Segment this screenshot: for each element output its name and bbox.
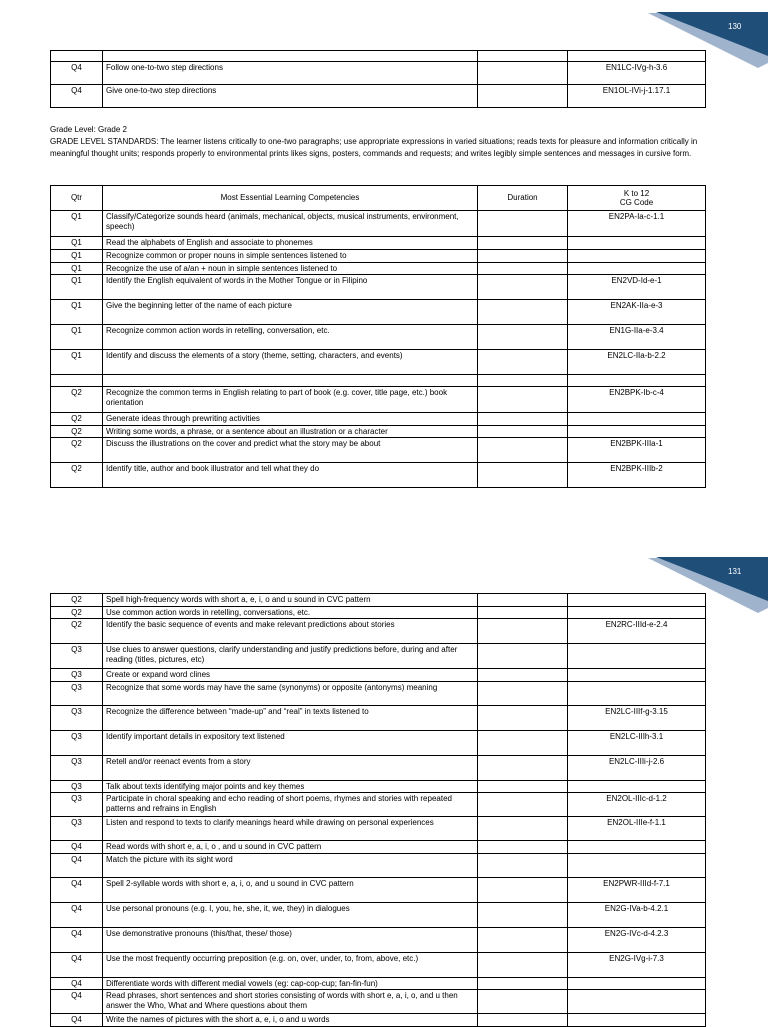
code-cell: EN2VD-Id-e-1 [568,275,706,300]
competency-cell: Differentiate words with different medial vowels (eg: cap-cop-cup; fan-fin-fun) [103,977,478,990]
code-cell: EN2G-IVa-b-4.2.1 [568,902,706,927]
table-row [51,413,706,426]
qtr-cell: Q1 [51,350,103,375]
table-row [51,669,706,682]
table-row [51,425,706,438]
qtr-cell: Q1 [51,211,103,237]
duration-cell [478,990,568,1014]
qtr-cell: Q4 [51,841,103,854]
qtr-cell [51,51,103,62]
competency-cell: Use demonstrative pronouns (this/that, these/ those) [103,927,478,952]
competency-cell: Recognize common or proper nouns in simple sentences listened to [103,250,478,263]
table-row [51,350,706,375]
duration-cell [478,644,568,669]
code-cell: EN2BPK-IIIb-2 [568,463,706,488]
table-row [51,681,706,705]
code-cell: EN2G-IVc-d-4.2.3 [568,927,706,952]
code-cell [568,237,706,250]
competency-cell: Give the beginning letter of the name of each picture [103,300,478,325]
competency-cell: Use common action words in retelling, conversations, etc. [103,606,478,619]
qtr-cell: Q1 [51,325,103,350]
competency-cell: Spell 2-syllable words with short e, a, i, o, and u sound in CVC pattern [103,877,478,902]
qtr-cell: Q3 [51,705,103,730]
table-row [51,902,706,927]
qtr-cell: Q4 [51,977,103,990]
qtr-cell: Q1 [51,275,103,300]
code-cell [568,1014,706,1027]
competency-cell: Generate ideas through prewriting activities [103,413,478,426]
competency-cell: Read words with short e, a, i, o , and u sound in CVC pattern [103,841,478,854]
table-row [51,705,706,730]
code-cell [568,780,706,793]
duration-cell [478,250,568,263]
table-row [51,300,706,325]
code-cell: EN2LC-IIIi-j-2.6 [568,755,706,780]
competency-cell: Talk about texts identifying major points and key themes [103,780,478,793]
duration-cell [478,275,568,300]
duration-cell [478,619,568,644]
code-cell [568,262,706,275]
competency-cell: Write the names of pictures with the short a, e, i, o and u words [103,1014,478,1027]
duration-cell [478,755,568,780]
qtr-cell: Q2 [51,413,103,426]
qtr-cell: Q4 [51,952,103,977]
duration-cell [478,780,568,793]
qtr-cell: Q3 [51,755,103,780]
table-row [51,927,706,952]
code-cell [568,853,706,877]
qtr-cell: Q2 [51,619,103,644]
grade2-competency-table-cont [50,593,706,1027]
table-row [51,730,706,755]
code-cell: EN2PWR-IIId-f-7.1 [568,877,706,902]
competency-cell: Use clues to answer questions, clarify understanding and justify predictions before, during and after reading (titles, pictures, etc) [103,644,478,669]
duration-cell [478,594,568,607]
duration-cell [478,300,568,325]
competency-cell: Use the most frequently occurring preposition (e.g. on, over, under, to, from, above, etc.) [103,952,478,977]
qtr-cell: Q2 [51,594,103,607]
duration-cell [478,853,568,877]
qtr-cell: Q1 [51,262,103,275]
code-cell: EN2G-IVg-i-7.3 [568,952,706,977]
code-cell [568,51,706,62]
code-cell [568,644,706,669]
qtr-cell: Q3 [51,730,103,755]
competency-cell: Recognize common action words in retelling, conversation, etc. [103,325,478,350]
code-cell: EN2LC-IIa-b-2.2 [568,350,706,375]
competency-cell: Use personal pronouns (e.g. I, you, he, she, it, we, they) in dialogues [103,902,478,927]
duration-cell [478,62,568,85]
table-row [51,325,706,350]
duration-cell [478,977,568,990]
qtr-cell: Q1 [51,250,103,263]
duration-cell [478,85,568,108]
code-cell: EN2OL-IIIe-f-1.1 [568,817,706,841]
code-cell: EN2RC-IIId-e-2.4 [568,619,706,644]
table-row [51,387,706,413]
duration-cell [478,669,568,682]
table-row [51,877,706,902]
table-row [51,952,706,977]
table-row [51,1014,706,1027]
qtr-cell: Q4 [51,902,103,927]
table-row [51,62,706,85]
code-cell [568,413,706,426]
table-row [51,817,706,841]
header-duration: Duration [478,186,568,211]
competency-cell: Classify/Categorize sounds heard (animals, mechanical, objects, musical instruments, environment, speech) [103,211,478,237]
duration-cell [478,51,568,62]
table-row [51,85,706,108]
code-cell: EN2LC-IIIf-g-3.15 [568,705,706,730]
duration-cell [478,705,568,730]
duration-cell [478,211,568,237]
qtr-cell: Q4 [51,85,103,108]
page-number: 130 [728,22,742,31]
competency-cell: Give one-to-two step directions [103,85,478,108]
grade-level-standards: GRADE LEVEL STANDARDS: The learner listens critically to one-two paragraphs; use appropriate expressions in varied situations; reads texts for pleasure and information critically in meaningful thought units; responds properly to environmental prints likes signs, posters, commands and requests; and writes legibly simple sentences and messages in cursive form. [50,137,698,158]
duration-cell [478,877,568,902]
competency-cell: Follow one-to-two step directions [103,62,478,85]
qtr-cell: Q3 [51,817,103,841]
table-row [51,619,706,644]
table-row [51,275,706,300]
qtr-cell: Q4 [51,853,103,877]
code-cell: EN2PA-Ia-c-1.1 [568,211,706,237]
duration-cell [478,425,568,438]
competency-cell: Read the alphabets of English and associate to phonemes [103,237,478,250]
header-code-line1: K to 12 [623,188,650,198]
duration-cell [478,1014,568,1027]
qtr-cell: Q3 [51,644,103,669]
code-cell [568,594,706,607]
competency-cell: Retell and/or reenact events from a story [103,755,478,780]
competency-cell [103,51,478,62]
duration-cell [478,902,568,927]
code-cell: EN1LC-IVg-h-3.6 [568,62,706,85]
qtr-cell: Q1 [51,300,103,325]
code-cell [568,375,706,387]
qtr-cell: Q1 [51,237,103,250]
competency-cell: Recognize the difference between “made-up” and “real” in texts listened to [103,705,478,730]
competency-cell: Discuss the illustrations on the cover and predict what the story may be about [103,438,478,463]
competency-cell: Identify the English equivalent of words in the Mother Tongue or in Filipino [103,275,478,300]
code-cell [568,990,706,1014]
code-cell: EN2BPK-Ib-c-4 [568,387,706,413]
code-cell [568,681,706,705]
table-row [51,211,706,237]
duration-cell [478,927,568,952]
competency-cell: Create or expand word clines [103,669,478,682]
table-row [51,250,706,263]
qtr-cell: Q4 [51,990,103,1014]
competency-cell: Identify the basic sequence of events and make relevant predictions about stories [103,619,478,644]
table-row [51,841,706,854]
competency-cell: Listen and respond to texts to clarify meanings heard while drawing on personal experiences [103,817,478,841]
duration-cell [478,350,568,375]
table-row [51,375,706,387]
table-row [51,463,706,488]
header-competency: Most Essential Learning Competencies [103,186,478,211]
table-row [51,51,706,62]
table-row [51,594,706,607]
duration-cell [478,952,568,977]
code-cell [568,606,706,619]
table-row [51,990,706,1014]
competency-cell: Spell high-frequency words with short a, e, i, o and u sound in CVC pattern [103,594,478,607]
qtr-cell: Q2 [51,425,103,438]
duration-cell [478,606,568,619]
table-row [51,644,706,669]
duration-cell [478,841,568,854]
table-row [51,438,706,463]
table-row [51,977,706,990]
duration-cell [478,413,568,426]
duration-cell [478,730,568,755]
competency-cell: Match the picture with its sight word [103,853,478,877]
qtr-cell: Q4 [51,1014,103,1027]
duration-cell [478,681,568,705]
code-cell [568,250,706,263]
table-row [51,793,706,817]
duration-cell [478,325,568,350]
table-row [51,606,706,619]
grade1-continuation-table [50,50,706,108]
competency-cell: Identify and discuss the elements of a story (theme, setting, characters, and events) [103,350,478,375]
duration-cell [478,463,568,488]
qtr-cell: Q2 [51,463,103,488]
code-cell [568,425,706,438]
duration-cell [478,817,568,841]
duration-cell [478,237,568,250]
header-qtr: Qtr [51,186,103,211]
qtr-cell: Q3 [51,669,103,682]
qtr-cell: Q2 [51,387,103,413]
code-cell [568,841,706,854]
code-cell: EN2BPK-IIIa-1 [568,438,706,463]
header-code [568,186,706,211]
code-cell [568,669,706,682]
page-number: 131 [728,567,742,576]
table-row [51,237,706,250]
grade2-competency-table [50,185,706,488]
code-cell [568,977,706,990]
grade-level: Grade Level: Grade 2 [50,125,127,134]
duration-cell [478,793,568,817]
qtr-cell: Q4 [51,877,103,902]
table-row [51,755,706,780]
competency-cell: Writing some words, a phrase, or a sentence about an illustration or a character [103,425,478,438]
competency-cell: Recognize that some words may have the same (synonyms) or opposite (antonyms) meaning [103,681,478,705]
competency-cell: Participate in choral speaking and echo reading of short poems, rhymes and stories with repeated patterns and refrains in English [103,793,478,817]
duration-cell [478,262,568,275]
code-cell: EN2AK-IIa-e-3 [568,300,706,325]
duration-cell [478,375,568,387]
competency-cell: Identify title, author and book illustrator and tell what they do [103,463,478,488]
qtr-cell [51,375,103,387]
competency-cell: Recognize the common terms in English relating to part of book (e.g. cover, title page, etc.) book orientation [103,387,478,413]
code-cell: EN2LC-IIIh-3.1 [568,730,706,755]
competency-cell: Recognize the use of a/an + noun in simple sentences listened to [103,262,478,275]
competency-cell: Identify important details in expository text listened [103,730,478,755]
qtr-cell: Q4 [51,927,103,952]
duration-cell [478,387,568,413]
qtr-cell: Q3 [51,780,103,793]
code-cell: EN2OL-IIIc-d-1.2 [568,793,706,817]
qtr-cell: Q2 [51,438,103,463]
code-cell: EN1OL-IVi-j-1.17.1 [568,85,706,108]
table-header-row [51,186,706,211]
competency-cell [103,375,478,387]
duration-cell [478,438,568,463]
table-row [51,853,706,877]
table-row [51,780,706,793]
qtr-cell: Q3 [51,681,103,705]
qtr-cell: Q2 [51,606,103,619]
table-row [51,262,706,275]
competency-cell: Read phrases, short sentences and short stories consisting of words with short e, a, i, o, and u then answer the Who, What and Where questions about them [103,990,478,1014]
qtr-cell: Q3 [51,793,103,817]
qtr-cell: Q4 [51,62,103,85]
header-code-line2: CG Code [619,198,654,207]
code-cell: EN1G-IIa-e-3.4 [568,325,706,350]
